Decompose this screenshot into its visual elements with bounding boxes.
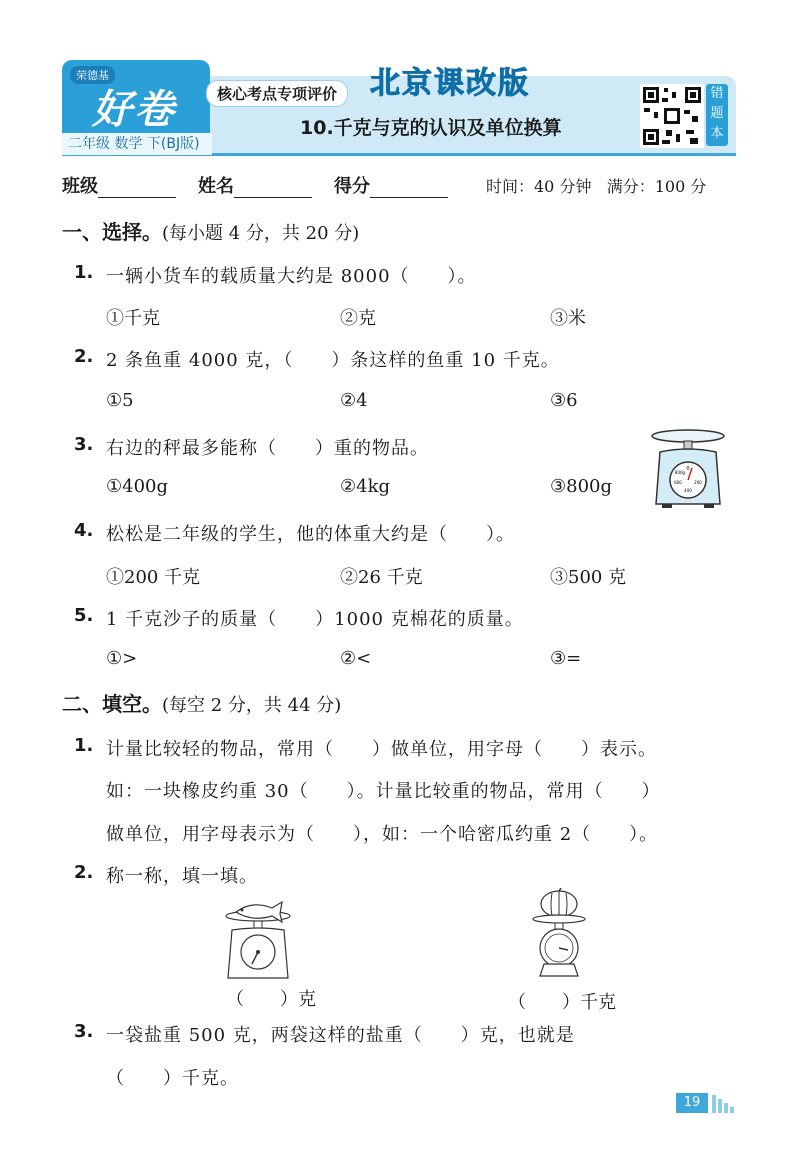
option-3[interactable]: ③6 (550, 390, 578, 411)
option-3[interactable]: ③= (550, 648, 582, 669)
class-field (62, 172, 176, 198)
question-number: 3. (74, 1021, 94, 1042)
class-blank[interactable] (98, 177, 176, 198)
option-3[interactable]: ③米 (550, 308, 586, 329)
dial-label: 600 (674, 480, 682, 485)
section-2-heading: 二、填空。 (62, 692, 162, 716)
question-text: 1 千克沙子的质量（ ）1000 克棉花的质量。 (106, 609, 524, 630)
question-text: 2 条鱼重 4000 克，（ ）条这样的鱼重 10 千克。 (106, 350, 560, 371)
question-number: 5. (74, 605, 94, 626)
page-number: 19 (676, 1093, 708, 1113)
question-text-line: 做单位，用字母表示为（ ），如：一个哈密瓜约重 2（ ）。 (106, 824, 659, 845)
qr-code-icon[interactable] (640, 84, 704, 148)
error-book-tab-char: 错 (710, 86, 724, 101)
class-label: 班级 (62, 176, 98, 197)
question-number: 2. (74, 346, 94, 367)
section-1-note: (每小题 4 分，共 20 分) (162, 223, 360, 244)
fill-answer-kilograms[interactable]: （ ）千克 (508, 992, 616, 1013)
score-label: 得分 (334, 176, 370, 197)
option-1[interactable]: ①> (106, 648, 138, 669)
question-number: 1. (74, 735, 94, 756)
dial-label: 0 (686, 466, 690, 472)
question-text: 右边的秤最多能称（ ）重的物品。 (106, 438, 429, 459)
option-3[interactable]: ③500 克 (550, 567, 627, 588)
full-score: 满分：100 分 (606, 177, 707, 196)
pumpkin-scale-icon (528, 888, 590, 980)
name-label: 姓名 (198, 176, 234, 197)
series-label: 核心考点专项评价 (206, 80, 348, 107)
time-limit: 时间：40 分钟 (486, 177, 592, 196)
unit-title: 10.千克与克的认识及单位换算 (300, 117, 562, 139)
score-field (334, 172, 448, 198)
option-1[interactable]: ①200 千克 (106, 567, 201, 588)
question-text-line: （ ）千克。 (106, 1068, 239, 1089)
option-2[interactable]: ②26 千克 (340, 567, 423, 588)
page-decoration-icon (712, 1093, 738, 1113)
option-2[interactable]: ②克 (340, 308, 376, 329)
option-3[interactable]: ③800g (550, 476, 613, 497)
kitchen-scale-icon (648, 428, 728, 510)
question-number: 1. (74, 262, 94, 283)
name-field (198, 172, 312, 198)
error-book-tab-char: 本 (710, 126, 724, 141)
dial-label: 400 (684, 488, 692, 493)
error-book-tab-char: 题 (710, 106, 724, 121)
option-2[interactable]: ②4 (340, 390, 368, 411)
question-text: 松松是二年级的学生，他的体重大约是（ ）。 (106, 524, 515, 545)
question-text-line: 如：一块橡皮约重 30（ ）。计量比较重的物品，常用（ ） (106, 781, 661, 802)
question-text-line: 计量比较轻的物品，常用（ ）做单位，用字母（ ）表示。 (106, 739, 657, 760)
option-1[interactable]: ①400g (106, 476, 169, 497)
score-blank[interactable] (370, 177, 448, 198)
question-number: 4. (74, 520, 94, 541)
brand-publisher: 荣德基 (70, 66, 115, 84)
fish-scale-icon (222, 898, 294, 982)
option-2[interactable]: ②< (340, 648, 372, 669)
time-score-info (486, 174, 706, 197)
section-1-title (62, 216, 359, 245)
option-1[interactable]: ①5 (106, 390, 134, 411)
dial-label: 200 (694, 480, 702, 485)
option-1[interactable]: ①千克 (106, 308, 160, 329)
option-2[interactable]: ②4kg (340, 476, 391, 497)
fill-answer-grams[interactable]: （ ）克 (226, 989, 316, 1010)
error-book-tab[interactable] (706, 84, 728, 146)
question-number: 3. (74, 434, 94, 455)
question-text: 一辆小货车的载质量大约是 8000（ ）。 (106, 266, 477, 287)
grade-label: 二年级 数学 下(BJ版) (62, 133, 212, 155)
question-number: 2. (74, 862, 94, 883)
edition-label: 北京课改版 (370, 66, 530, 101)
question-text-line: 一袋盐重 500 克，两袋这样的盐重（ ）克，也就是 (106, 1025, 575, 1046)
question-text: 称一称，填一填。 (106, 866, 258, 887)
section-2-title (62, 688, 341, 717)
section-1-heading: 一、选择。 (62, 220, 162, 244)
name-blank[interactable] (234, 177, 312, 198)
section-2-note: (每空 2 分，共 44 分) (162, 695, 342, 716)
dial-label: 800g (674, 470, 686, 475)
brand-name: 好卷 (92, 87, 176, 133)
